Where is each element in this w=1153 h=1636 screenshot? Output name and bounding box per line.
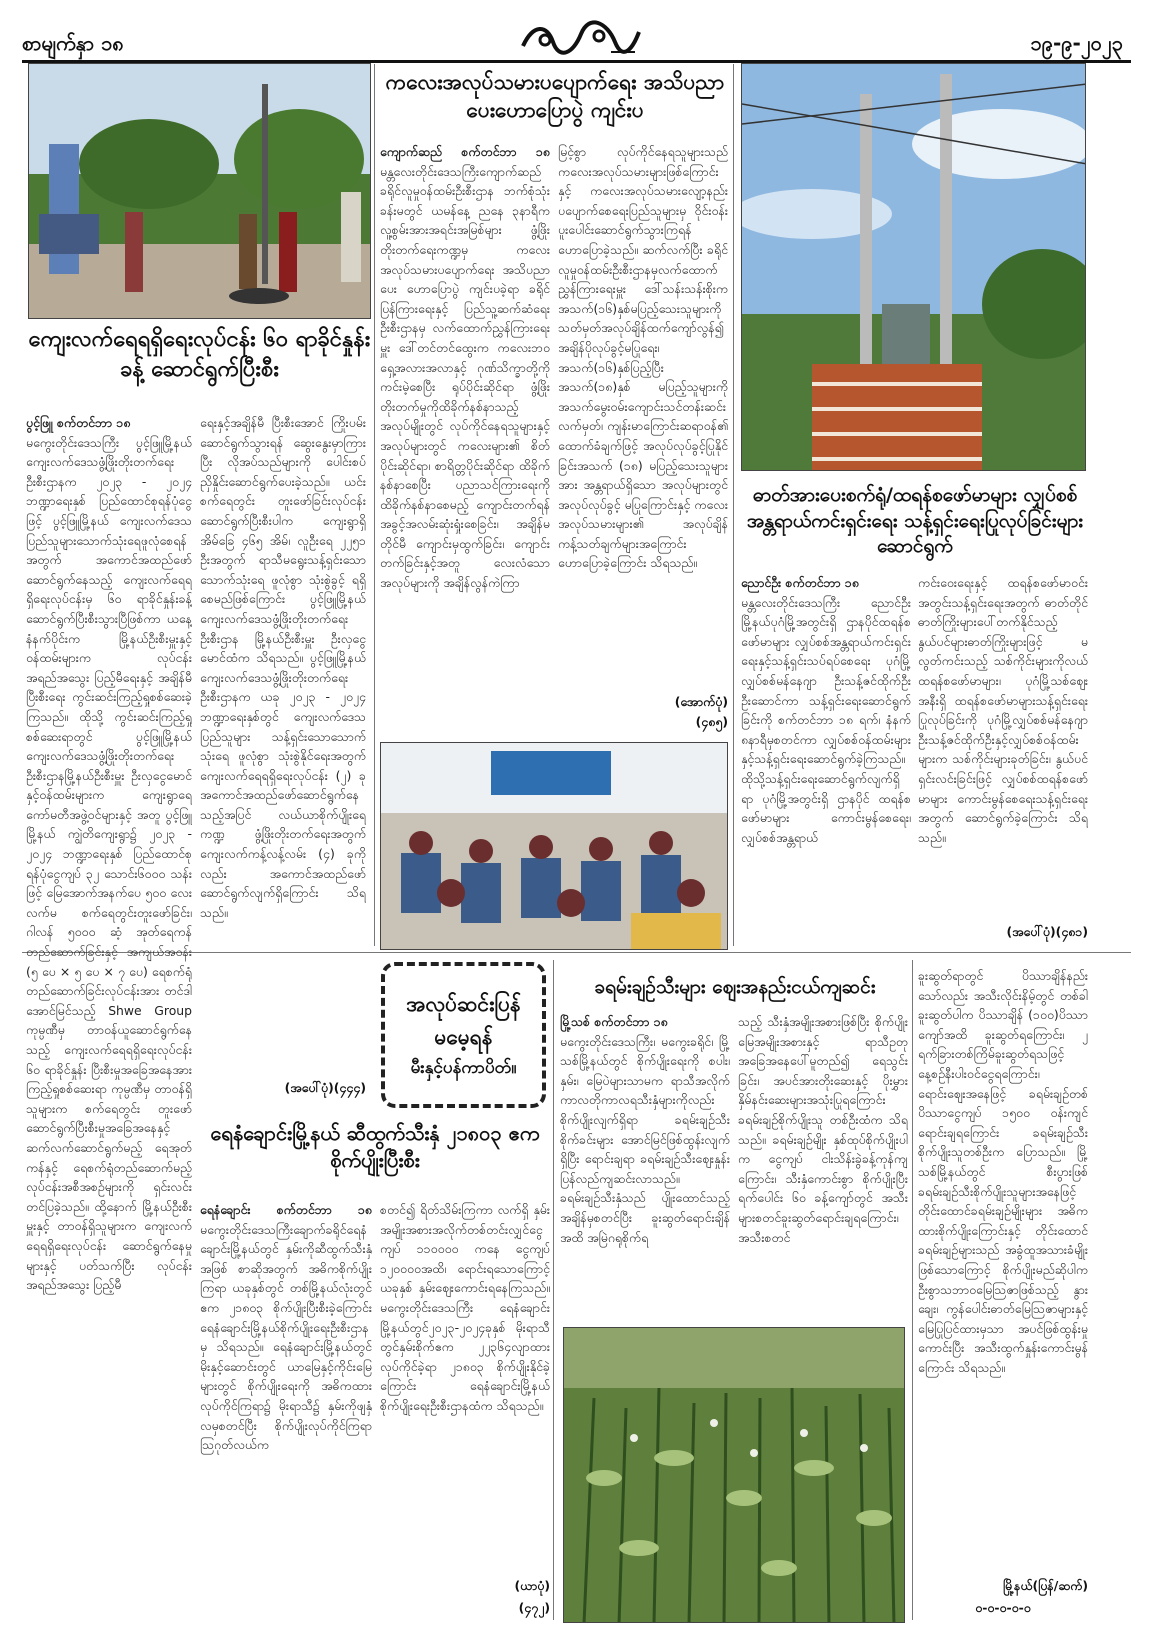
tomato-credit: မြို့နယ်(ပြန်/ဆက်) xyxy=(1002,1578,1088,1593)
village-water-body-2: ရေးနှင့်အချိန်မီ ပြီးစီးအောင် ကြိုးပမ်းဆောင်ရွက်သွားရန် ဆွေးနွေးမှာကြားပြီး လိုအပ်သည်များကို ပေါင်းစပ်ညှိနှိုင်းဆောင်ရွက်ပေးခဲ့သည်။ ယင်းစက်ရေတွင်း တူးဖော်ခြင်းလုပ်ငန်းဆောင်ရွက်ပြီးစီးပါက ကျေးရွာရှိအိမ်ခြေ ၄၆၅ အိမ်၊ လူဦးရေ ၂၂၅၁ ဦးအတွက် ရာသီမရွေးသန့်ရှင်းသော သောက်သုံးရေ ဖူလုံစွာ သုံးစွဲခွင့် ရရှိစေမည်ဖြစ်ကြောင်း ပွင့်ဖြူမြို့နယ် ကျေးလက်ဒေသဖွံ့ဖြိုးတိုးတက်ရေးဦးစီးဌာန မြို့နယ်ဦးစီးမှူး ဦးလှငွေမောင်ထံက သိရသည်။ ပွင့်ဖြူမြို့နယ်ကျေးလက်ဒေသဖွံ့ဖြိုးတိုးတက်ရေးဦးစီးဌာနက ယခု ၂၀၂၃ - ၂၀၂၄ ဘဏ္ဍာရေးနှစ်တွင် ကျေးလက်ဒေသ ပြည်သူများ သန့်ရှင်းသောသောက်သုံးရေ ဖူလုံစွာ သုံးစွဲနိုင်ရေးအတွက် ကျေးလက်ရေရရှိရေးလုပ်ငန်း (၂) ခု အကောင်အထည်ဖော်ဆောင်ရွက်နေသည့်အပြင် လယ်ယာစိုက်ပျိုးရေကဏ္ဍ ဖွံ့ဖြိုးတိုးတက်ရေးအတွက် ကျေးလက်ကန့်လန့်လမ်း (၄) ခုကိုလည်း အကောင်အထည်ဖော်ဆောင်ရွက်လျက်ရှိကြောင်း သိရသည်။ xyxy=(200,415,366,920)
column-divider xyxy=(553,960,554,1620)
village-water-body-1: မကွေးတိုင်းဒေသကြီး ပွင့်ဖြူမြို့နယ် ကျေးလက်ဒေသဖွံ့ဖြိုးတိုးတက်ရေးဦးစီးဌာနက ၂၀၂၃ - ၂၀၂၄ ဘဏ္ဍာရေးနှစ် ပြည်ထောင်စုရန်ပုံငွေဖြင့် ပွင့်ဖြူမြို့နယ် ကျေးလက်ဒေသ ပြည်သူများသောက်သုံးရေဖူလုံစေရန်အတွက် အကောင်အထည်ဖော်ဆောင်ရွက်နေသည့် ကျေးလက်ရေရရှိရေးလုပ်ငန်းမှ ၆၀ ရာခိုင်နှုန်းခန့် ဆောင်ရွက်ပြီးစီးသွားပြီဖြစ်ကာ ယနေ့ နံနက်ပိုင်းက မြို့နယ်ဦးစီးမှူးနှင့် ဝန်ထမ်းများက လုပ်ငန်းအရည်အသွေး ပြည့်မီရေးနှင့် အချိန်မီပြီးစီးရေး ကွင်းဆင်းကြည့်ရှုစစ်ဆေးခဲ့ကြသည်။ ထိုသို့ ကွင်းဆင်းကြည့်ရှုစစ်ဆေးရာတွင် ပွင့်ဖြူမြို့နယ် ကျေးလက်ဒေသဖွံ့ဖြိုးတိုးတက်ရေးဦးစီးဌာနမြို့နယ်ဦးစီးမှူး ဦးလှငွေမောင်နှင့်ဝန်ထမ်းများက ကျေးရွာရေကော်မတီအဖွဲ့ဝင်များနှင့် အတူ ပွင့်ဖြူမြို့နယ် ကျွဲတိကျေးရွာ၌ ၂၀၂၃ - ၂၀၂၄ ဘဏ္ဍာရေးနှစ် ပြည်ထောင်စုရန်ပုံငွေကျပ် ၃၂ သောင်း၆၀၀၀ သန်းဖြင့် မြေအောက်အနက်ပေ ၅၀၀ လေးလက်မ စက်ရေတွင်းတူးဖော်ခြင်း၊ ဂါလန် ၅၀၀၀ ဆံ့ အုတ်ရေကန်တည်ဆောက်ခြင်းနှင့် အကျယ်အဝန်း (၅ ပေ × ၅ ပေ × ၇ ပေ) ရေစက်ရုံတည်ဆောက်ခြင်းလုပ်ငန်းအား တင်ဒါအောင်မြင်သည့် Shwe Group ကုမ္ပဏီမှ တာဝန်ယူဆောင်ရွက်နေသည့် ကျေးလက်ရေရရှိရေးလုပ်ငန်း ၆၀ ရာခိုင်နှုန်း ပြီးစီးမှုအခြေအနေအား ကြည့်ရှုစစ်ဆေးရာ ကုမ္ပဏီမှ တာဝန်ရှိသူများက စက်ရေတွင်း တူးဖော်ဆောင်ရွက်ပြီးစီးမှုအခြေအနေနှင့် ဆက်လက်ဆောင်ရွက်မည့် ရေအုတ်ကန်နှင့် ရေစက်ရုံတည်ဆောက်မည့်လုပ်ငန်းအစီအစဉ်များကို ရှင်းလင်းတင်ပြခဲ့သည်။ ထို့နောက် မြို့နယ်ဦးစီးမှူးနှင့် တာဝန်ရှိသူများက ကျေးလက်ရေရရှိရေးလုပ်ငန်း ဆောင်ရွက်နေမှုများနှင့် ပတ်သက်ပြီး လုပ်ငန်းအရည်အသွေး ပြည့်မီ xyxy=(26,434,192,1293)
reminder-line-3: မီးနှင့်ပန်ကာပိတ်။ xyxy=(410,1058,517,1078)
sesame-byline: ရေနံချောင်း စက်တင်ဘာ ၁၈ xyxy=(200,1202,372,1217)
masthead-logo xyxy=(515,18,645,58)
tomato-headline: ခရမ်းချဉ်သီးများ ဈေးအနည်းငယ်ကျဆင်း xyxy=(594,976,876,998)
transformer-photo xyxy=(741,63,1086,471)
sesame-credit: (ယာပုံ) xyxy=(514,1578,550,1593)
child-labour-byline: ကျောက်ဆည် စက်တင်ဘာ ၁၈ xyxy=(380,144,550,159)
reminder-box xyxy=(381,962,546,1108)
tomato-body-2: သည့် သီးနှံအမျိုးအစားဖြစ်ပြီး စိုက်ပျိုးမြေအမျိုးအစားနှင့် ရာသီဥတုအခြေအနေပေါ်မူတည်၍ ရေသွင်းခြင်း၊ အပင်အားတိုးဆေးနှင့် ပိုးမွှားနှိမ်နင်းဆေးများအသုံးပြုရကြောင်း ခရမ်းချဉ်စိုက်ပျိုးသူ တစ်ဦးထံက သိရသည်။ ခရမ်းချဉ်မျိုး နှစ်ထုပ်စိုက်ပျိုးပါက ငွေကျပ် ငါးသိန်းခွဲခန့်ကုန်ကျကြောင်း၊ သီးနှံကောင်းစွာ စိုက်ပျိုးပြီး ရက်ပေါင်း ၆၀ ခန့်ကျော်တွင် အသီးများစတင်ခူးဆွတ်ရောင်းချရကြောင်း၊ အသီးစတင် xyxy=(738,1014,908,1245)
transformer-body-1: မန္တလေးတိုင်းဒေသကြီး ညောင်ဦးမြို့နယ်ပုဂံမြို့အတွင်းရှိ ဌာနပိုင်ထရန်စဖော်မာများ လျှပ်စစ်အန္တရာယ်ကင်းရှင်းရေးနှင့်သန့်ရှင်းသပ်ရပ်စေရေး ပုဂံမြို့လျှပ်စစ်မန်နေဂျာ ဦးသန့်ဇင်ထိုက်ဦး ဦးဆောင်ကာ သန့်ရှင်းရေးဆောင်ရွက်ခြင်းကို စက်တင်ဘာ ၁၈ ရက်၊ နံနက် ၈နာရီမှစတင်ကာ လျှပ်စစ်ဝန်ထမ်းများနှင့်သန့်ရှင်းရေးဆောင်ရွက်ခဲ့ကြသည်။ ထိုသို့သန့်ရှင်းရေးဆောင်ရွက်လျက်ရှိရာ ပုဂံမြို့အတွင်းရှိ ဌာနပိုင် ထရန်စဖော်မာများ ကောင်းမွန်စေရေး၊ လျှပ်စစ်အန္တရာယ် xyxy=(741,594,911,845)
transformer-headline: ဓာတ်အားပေးစက်ရုံ/ထရန်စဖော်မာများ လျှပ်စစ်အန္တရာယ်ကင်းရှင်းရေး သန့်ရှင်းရေးပြုလုပ်ခြင်းများ ဆောင်ရွက် xyxy=(746,484,1084,558)
village-water-column-1 xyxy=(26,413,192,1623)
seminar-photo xyxy=(380,742,728,950)
sesame-body-2: စတင်၍ ရိတ်သိမ်းကြကာ လက်ရှိ နှမ်းအမျိုးအစားအလိုက်တစ်တင်းလျှင်ငွေကျပ် ၁၁၀၀၀၀ ကနေ ငွေကျပ် ၁၂၀၀၀၀အထိ၊ ရောင်းရသောကြောင့် ယခုနှစ် နှမ်းဈေးကောင်းရနေကြသည်။ မကွေးတိုင်းဒေသကြီး ရေနံချောင်းမြို့နယ်တွင်၂၀၂၃-၂၀၂၄ခုနှစ် မိုးရာသီတွင်နှမ်းစိုက်ဧက ၂၂၃၆၄လျာထားလုပ်ကိုင်ခဲ့ရာ ၂၁၈၀၃ စိုက်ပျိုးနိုင်ခဲ့ကြောင်း ရေနံချောင်းမြို့နယ်စိုက်ပျိုးရေးဦးစီးဌာနထံက သိရသည်။ xyxy=(380,1202,550,1413)
tomato-column-2 xyxy=(738,1012,908,1317)
tomato-field-photo xyxy=(563,1327,905,1623)
column-divider xyxy=(912,960,913,1620)
page-number: စာမျက်နှာ ၁၈ xyxy=(22,31,124,55)
column-divider xyxy=(733,64,734,946)
child-labour-endmark: (၄၈၅) xyxy=(695,714,728,729)
tomato-column-3 xyxy=(918,966,1088,1576)
child-labour-credit: (အောက်ပုံ) xyxy=(674,694,728,709)
reminder-line-1: အလုပ်ဆင်းပြန် xyxy=(406,991,521,1016)
village-water-endmark: (အပေါ်ပုံ)(၄၄၄) xyxy=(284,1080,366,1095)
tomato-column-1 xyxy=(560,1012,730,1317)
column-divider xyxy=(374,64,375,946)
transformer-byline: ညောင်ဦး စက်တင်ဘာ ၁၈ xyxy=(741,575,859,590)
transformer-column-1 xyxy=(741,573,911,947)
tomato-body-3: ခူးဆွတ်ရာတွင် ပိဿာချိန်နည်းသော်လည်း အသီးလိုင်းနိမ့်တွင် တစ်ခါခူးဆွတ်ပါက ပိဿာချိန် (၁၀၀)ပိဿာကျော်အထိ ခူးဆွတ်ရကြောင်း၊ ၂ ရက်ခြားတစ်ကြိမ်ခူးဆွတ်ရသဖြင့် နေ့စဉ်နီးပါးဝင်ငွေရကြောင်း၊ ရောင်းဈေးအနေဖြင့် ခရမ်းချဉ်တစ်ပိဿာငွေကျပ် ၁၅၀၀ ဝန်းကျင်ရောင်းချရကြောင်း ခရမ်းချဉ်သီးစိုက်ပျိုးသူတစ်ဦးက ပြောသည်။ မြို့သစ်မြို့နယ်တွင် စီးပွားဖြစ် ခရမ်းချဉ်သီးစိုက်ပျိုးသူများအနေဖြင့် တိုင်းထောင်ခရမ်းချဉ်မျိုးများ အဓိကထားစိုက်ပျိုးကြောင်းနှင့် တိုင်းထောင်ခရမ်းချဉ်များသည် အခွံထူအသားခံမျိုးဖြစ်သောကြောင့် စိုက်ပျိုးမည်ဆိုပါက ဦးစွာသဘာဝမြေဩဇာဖြစ်သည့် နွားချေး၊ ကွန်ပေါင်းဓာတ်မြေဩဇာများနှင့် မြေပြုပြင်ထားမှသာ အပင်ဖြစ်ထွန်းမှုကောင်းပြီး အသီးထွက်နှုန်းကောင်းမွန်ကြောင်း သိရသည်။ xyxy=(918,968,1088,1375)
child-labour-column-1 xyxy=(380,142,550,734)
village-water-headline: ကျေးလက်ရေရရှိရေးလုပ်ငန်း ၆၀ ရာခိုင်နှုန်းခန့် ဆောင်ရွက်ပြီးစီး xyxy=(28,327,371,382)
sesame-column-2 xyxy=(380,1200,550,1575)
child-labour-body-2: မြင့်စွာ လုပ်ကိုင်နေရသူများသည် ကလေးအလုပ်သမားများဖြစ်ကြောင်းနှင့် ကလေးအလုပ်သမားလျော့နည်းပပျောက်စေရေးပြည်သူများမှ ဝိုင်းဝန်းပူးပေါင်းဆောင်ရွက်သွားကြရန် ဟောပြောခဲ့သည်။ ဆက်လက်ပြီး ခရိုင်လူမှုဝန်ထမ်းဦးစီးဌာနမှလက်ထောက်ညွှန်ကြားရေးမှူး ဒေါ်သန်းသန်းစိုးက အသက်(၁၆)နှစ်မပြည့်သေးသူများကို သတ်မှတ်အလုပ်ချိန်ထက်ကျော်လွန်၍ အချိန်ပိုလုပ်ခွင့်မပြုရေး၊ အသက်(၁၆)နှစ်ပြည့်ပြီး အသက်(၁၈)နှစ် မပြည့်သူများကို အသက်မွေးဝမ်းကျောင်းသင်တန်းဆင်းလက်မှတ်၊ ကျန်းမာကြောင်းဆရာဝန်၏ ထောက်ခံချက်ဖြင့် အလုပ်လုပ်ခွင့်ပြုနိုင်ခြင်းအသက် (၁၈) မပြည့်သေးသူများအား အန္တရာယ်ရှိသော အလုပ်များတွင် အလုပ်လုပ်ခွင့် မပြုကြောင်းနှင့် ကလေးအလုပ်သမားများ၏ အလုပ်ချိန် ကန့်သတ်ချက်များအကြောင်း ဟောပြောခဲ့ကြောင်း သိရသည်။ xyxy=(558,144,728,571)
well-drilling-photo xyxy=(28,63,371,319)
sesame-endmark: (၄၇၂) xyxy=(518,1600,550,1615)
village-water-byline: ပွင့်ဖြူ စက်တင်ဘာ ၁၈ xyxy=(26,415,131,430)
child-labour-headline: ကလေးအလုပ်သမားပပျောက်ရေး အသိပညာပေးဟောပြောပွဲ ကျင်းပ xyxy=(385,70,725,123)
child-labour-body-1: မန္တလေးတိုင်းဒေသကြီးကျောက်ဆည် ခရိုင်လူမှုဝန်ထမ်းဦးစီးဌာန ဘက်စုံသုံးခန်းမတွင် ယမန်နေ့ ညနေ ၃နာရီက လူ့စွမ်းအားအရင်းအမြစ်များ ဖွံ့ဖြိုးတိုးတက်ရေးကဏ္ဍမှ ကလေးအလုပ်သမားပပျောက်ရေး အသိပညာပေး ဟောပြောပွဲ ကျင်းပခဲ့ရာ ခရိုင်ပြန်ကြားရေးနှင့် ပြည်သူ့ဆက်ဆံရေးဦးစီးဌာနမှ လက်ထောက်ညွှန်ကြားရေးမှူး ဒေါ်တင်တင်ထွေးက ကလေးဘဝ ရှေ့အလားအလာနှင့် ဂုဏ်သိက္ခာတို့ကို ကင်းမဲ့စေပြီး ရုပ်ပိုင်းဆိုင်ရာ ဖွံ့ဖြိုးတိုးတက်မှုကိုထိခိုက်နစ်နာသည့် အလုပ်မျိုးတွင် လုပ်ကိုင်နေရသူများနှင့် အလုပ်များတွင် ကလေးများ၏ စိတ်ပိုင်းဆိုင်ရာ၊ စာရိတ္တပိုင်းဆိုင်ရာ ထိခိုက်နစ်နာစေပြီး ပညာသင်ကြားရေးကို ထိခိုက်နစ်နာစေမည့် ကျောင်းတက်ရန် အခွင့်အလမ်းဆုံးရှုံးစေခြင်း၊ အချိန်မတိုင်မီ ကျောင်းမှထွက်ခြင်း၊ ကျောင်းတက်ခြင်းနှင့်အတူ လေးလံသော အလုပ်များကို အချိန်လွန်ကဲကြာ xyxy=(380,163,550,591)
transformer-body-2: ကင်းဝေးရေးနှင့် ထရန်စဖော်မာဝင်း အတွင်းသန့်ရှင်းရေးအတွက် ဓာတ်တိုင်ဓာတ်ကြိုးများပေါ်တက်နိုင်သည့် နွယ်ပင်များဓာတ်ကြိုးများဖြင့် မလွတ်ကင်းသည့် သစ်ကိုင်းများကိုလယ်ထရန်စဖော်မာများ၊ ပုဂံမြို့သစ်ဈေးအနီးရှိ ထရန်စဖော်မာများသန့်ရှင်းရေးပြုလုပ်ခြင်းကို ပုဂံမြို့လျှပ်စစ်မန်နေဂျာ ဦးသန့်ဇင်ထိုက်ဦးနှင့်လျှပ်စစ်ဝန်ထမ်းများက သစ်ကိုင်းများခုတ်ခြင်း၊ နွယ်ပင်ရှင်းလင်းခြင်းဖြင့် လျှပ်စစ်ထရန်စဖော်မာများ ကောင်းမွန်စေရေးသန့်ရှင်းရေးအတွက် ဆောင်ရွက်ခဲ့ကြောင်း သိရသည်။ xyxy=(918,575,1088,845)
page-date: ၁၉-၉-၂၀၂၃ xyxy=(1030,31,1123,55)
sesame-column-1 xyxy=(200,1200,372,1625)
sesame-headline: ရေနံချောင်းမြို့နယ် ဆီထွက်သီးနှံ ၂၁၈၀၃ ဧက စိုက်ပျိုးပြီးစီး xyxy=(210,1121,540,1172)
tomato-footer: ၀-၀-၀-၀-၀ xyxy=(975,1600,1031,1615)
transformer-column-2 xyxy=(918,573,1088,913)
tomato-byline: မြို့သစ် စက်တင်ဘာ ၁၈ xyxy=(560,1014,668,1029)
reminder-line-2: မမေ့ရန် xyxy=(434,1025,493,1050)
sesame-body-1: မကွေးတိုင်းဒေသကြီးချောက်ခရိုင်ရေနံချောင်းမြို့နယ်တွင် နှမ်းကိုဆီထွက်သီးနှံအဖြစ် စာဆိုအတွက် အဓိကစိုက်ပျိုးကြရာ ယခုနှစ်တွင် တစ်မြို့နယ်လုံးတွင် ဧက ၂၁၈၀၃ စိုက်ပျိုးပြီးစီးခဲ့ကြောင်း ရေနံချောင်းမြို့နယ်စိုက်ပျိုးရေးဦးစီးဌာနမှ သိရသည်။ ရေနံချောင်းမြို့နယ်တွင် မိုးနှင့်ဆောင်းတွင် ယာမြေနှင့်ကိုင်းမြေများတွင် စိုက်ပျိုးရေးကို အဓိကထားလုပ်ကိုင်ကြရာ၌ မိုးရာသီ၌ နှမ်းကိုဖျနှံလမှစတင်ပြီး စိုက်ပျိုးလုပ်ကိုင်ကြရာ ဩဂုတ်လယ်က xyxy=(200,1221,372,1453)
transformer-endmark: (အပေါ်ပုံ)(၄၈၁) xyxy=(1006,924,1088,939)
child-labour-column-2 xyxy=(558,142,728,690)
tomato-body-1: မကွေးတိုင်းဒေသကြီး၊ မကွေးခရိုင်၊ မြို့သစ်မြို့နယ်တွင် စိုက်ပျိုးရေးကို စပါး၊ နှမ်း၊ မြေပဲများသာမက ရာသီအလိုက် ကာလတိုကာလရသီးနှံများကိုလည်း စိုက်ပျိုးလျက်ရှိရာ ခရမ်းချဉ်သီးစိုက်ခင်းများ အောင်မြင်ဖြစ်ထွန်းလျက်ရှိပြီး ရောင်းချရာ ခရမ်းချဉ်သီးဈေးနှုန်း ပြန်လည်ကျဆင်းလာသည်။ ခရမ်းချဉ်သီးနှံသည် ပျိုးထောင်သည့်အချိန်မှစတင်ပြီး ခူးဆွတ်ရောင်းချိန်အထိ အမြဲဂရုစိုက်ရ xyxy=(560,1033,730,1245)
village-water-column-2 xyxy=(200,413,366,1073)
